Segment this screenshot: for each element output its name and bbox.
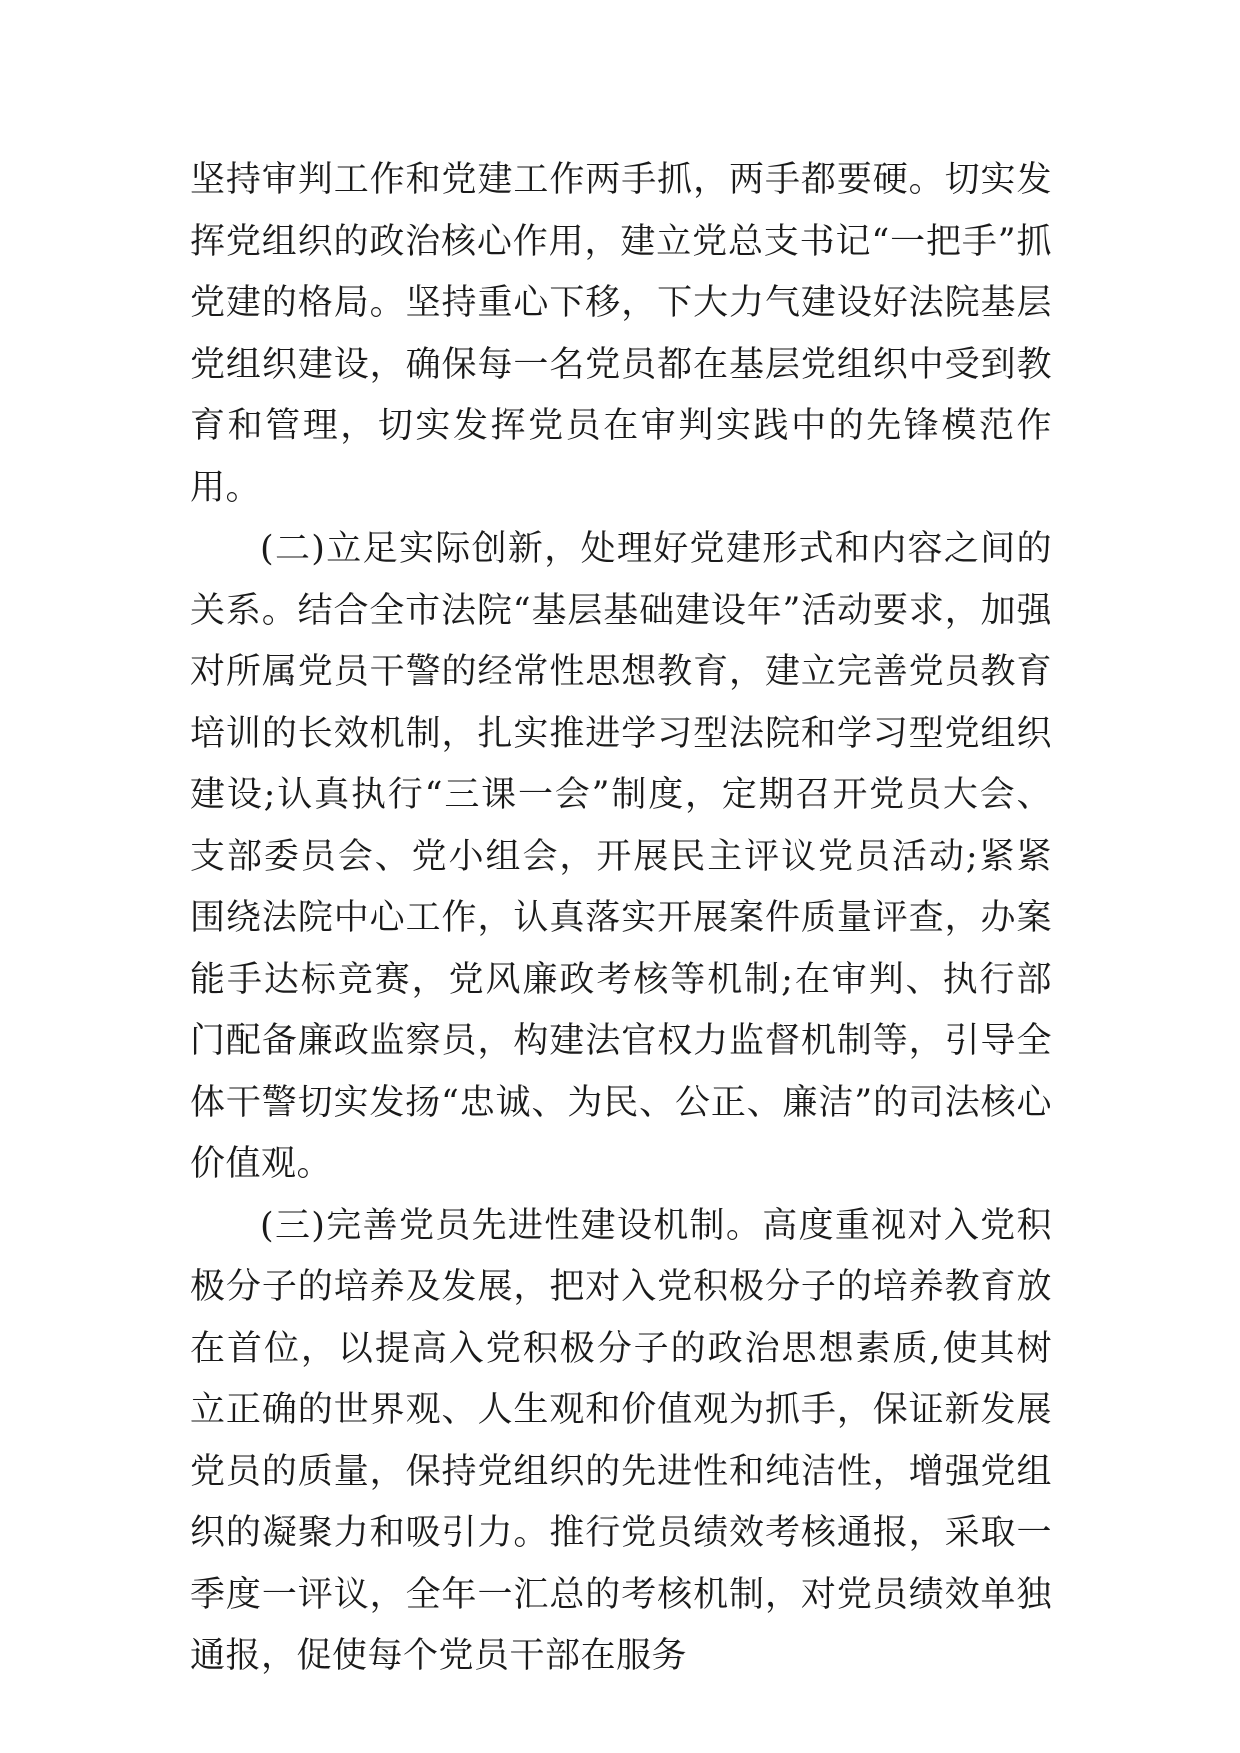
document-body [190, 150, 1052, 1688]
paragraph-party-building-continuation: 坚持审判工作和党建工作两手抓，两手都要硬。切实发挥党组织的政治核心作用，建立党总支书记“一把手”抓党建的格局。坚持重心下移，下大力气建设好法院基层党组织建设，确保每一名党员都在基层党组织中受到教育和管理，切实发挥党员在审判实践中的先锋模范作用。 [190, 160, 1052, 508]
paragraph-section-two: (二)立足实际创新，处理好党建形式和内容之间的关系。结合全市法院“基层基础建设年”活动要求，加强对所属党员干警的经常性思想教育，建立完善党员教育培训的长效机制，扎实推进学习型法院和学习型党组织建设;认真执行“三课一会”制度，定期召开党员大会、支部委员会、党小组会，开展民主评议党员活动;紧紧围绕法院中心工作，认真落实开展案件质量评查，办案能手达标竞赛，党风廉政考核等机制;在审判、执行部门配备廉政监察员，构建法官权力监督机制等，引导全体干警切实发扬“忠诚、为民、公正、廉洁”的司法核心价值观。 [190, 529, 1052, 1184]
paragraph-section-three: (三)完善党员先进性建设机制。高度重视对入党积极分子的培养及发展，把对入党积极分子的培养教育放在首位，以提高入党积极分子的政治思想素质,使其树立正确的世界观、人生观和价值观为抓手，保证新发展党员的质量，保持党组织的先进性和纯洁性，增强党组织的凝聚力和吸引力。推行党员绩效考核通报，采取一季度一评议，全年一汇总的考核机制，对党员绩效单独通报，促使每个党员干部在服务 [190, 1205, 1052, 1676]
